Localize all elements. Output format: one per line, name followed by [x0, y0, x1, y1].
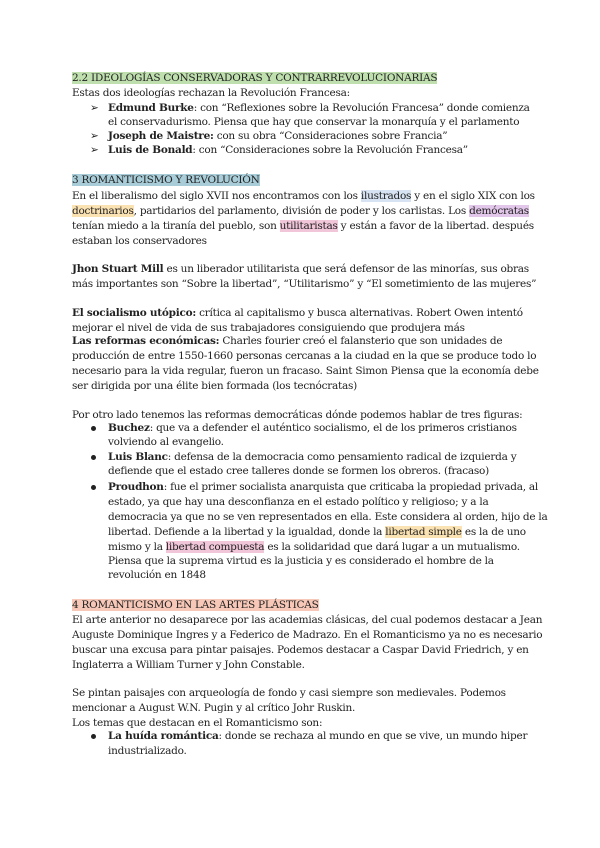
bullet-icon: [91, 734, 96, 739]
list-item-buchez-cont: volviendo al evangelio.: [108, 436, 224, 448]
section-heading-2-2: 2.2 IDEOLOGÍAS CONSERVADORAS Y CONTRARREVOLUCIONARIAS: [72, 72, 438, 84]
paragraph-line: Por otro lado tenemos las reformas democráticas dónde podemos hablar de tres figuras:: [72, 409, 523, 421]
paragraph-line: más importantes son “Sobre la libertad”, “Utilitarismo” y “El sometimiento de las mujeres”: [72, 278, 537, 290]
list-item-huida: La huída romántica: donde se rechaza al mundo en que se vive, un mundo hiper: [108, 730, 528, 742]
list-item-proudhon: Proudhon: fue el primer socialista anarquista que criticaba la propiedad privada, al: [108, 481, 539, 493]
paragraph-line: tenían miedo a la tiranía del pueblo, son utilitaristas y están a favor de la libertad. después: [72, 220, 534, 232]
paragraph-line: El socialismo utópico: crítica al capitalismo y busca alternativas. Robert Owen intentó: [72, 307, 523, 319]
list-item-proudhon-cont: democracia ya que no se ven representados en ella. Este considera al orden, hijo de la: [108, 511, 548, 523]
paragraph-line: necesario para la vida regular, fueron un fracaso. Saint Simon Piensa que la economía debe: [72, 365, 539, 377]
paragraph-line: El arte anterior no desaparece por las academias clásicas, del cual podemos destacar a Jean: [72, 614, 543, 626]
paragraph-line: buscar una excusa para pintar paisajes. Podemos destacar a Caspar David Friedrich, y en: [72, 644, 529, 656]
paragraph-line: mejorar el nivel de vida de sus trabajadores consiguiendo que produjera más: [72, 322, 465, 334]
paragraph-line: Las reformas económicas: Charles fourier creó el falansterio que son unidades de: [72, 335, 503, 347]
paragraph-line: Se pintan paisajes con arqueología de fondo y casi siempre son medievales. Podemos: [72, 687, 506, 699]
list-item-blanc: Luis Blanc: defensa de la democracia como pensamiento radical de izquierda y: [108, 451, 517, 463]
bullet-icon: [91, 426, 96, 431]
section-heading-4: 4 ROMANTICISMO EN LAS ARTES PLÁSTICAS: [72, 599, 319, 611]
list-item-huida-cont: industrializado.: [108, 745, 187, 757]
paragraph-line: Estas dos ideologías rechazan la Revolución Francesa:: [72, 87, 350, 99]
paragraph-line: Inglaterra a William Turner y John Constable.: [72, 659, 305, 671]
list-item-proudhon-cont: Piensa que la suprema virtud es la justicia y es considerado el hombre de la: [108, 555, 494, 567]
arrow-bullet-icon: ➢: [90, 130, 99, 142]
section-heading-3: 3 ROMANTICISMO Y REVOLUCIÓN: [72, 174, 260, 186]
list-item-buchez: Buchez: que va a defender el auténtico socialismo, el de los primeros cristianos: [108, 422, 517, 434]
list-item-burke: Edmund Burke: con “Reflexiones sobre la Revolución Francesa” donde comienza: [108, 102, 530, 114]
paragraph-line: Auguste Dominique Ingres y a Federico de Madrazo. En el Romanticismo ya no es necesario: [72, 629, 543, 641]
list-item-blanc-cont: defiende que el estado cree talleres donde se formen los obreros. (fracaso): [108, 465, 489, 477]
paragraph-line: estaban los conservadores: [72, 235, 207, 247]
list-item-proudhon-cont: mismo y la libertad compuesta es la solidaridad que dará lugar a un mutualismo.: [108, 541, 520, 553]
list-item-proudhon-cont: revolución en 1848: [108, 569, 206, 581]
paragraph-line: Los temas que destacan en el Romanticismo son:: [72, 717, 323, 729]
list-item-bonald: Luis de Bonald: con “Consideraciones sobre la Revolución Francesa”: [108, 144, 468, 156]
bullet-icon: [91, 455, 96, 460]
list-item-proudhon-cont: estado, ya que hay una desconfianza en el estado político y religioso; y a la: [108, 496, 489, 508]
list-item-maistre: Joseph de Maistre: con su obra “Consideraciones sobre Francia”: [108, 130, 448, 142]
bullet-icon: [91, 485, 96, 490]
paragraph-line: producción de entre 1550-1660 personas cercanas a la ciudad en la que se produce todo lo: [72, 350, 537, 362]
arrow-bullet-icon: ➢: [90, 102, 99, 114]
paragraph-line: Jhon Stuart Mill es un liberador utilitarista que será defensor de las minorías, sus obras: [72, 263, 529, 275]
arrow-bullet-icon: ➢: [90, 144, 99, 156]
paragraph-line: En el liberalismo del siglo XVII nos encontramos con los ilustrados y en el siglo XIX con los: [72, 190, 535, 202]
list-item-burke-cont: el conservadurismo. Piensa que hay que conservar la monarquía y el parlamento: [108, 116, 520, 128]
list-item-proudhon-cont: libertad. Defiende a la libertad y la igualdad, donde la libertad simple es la de uno: [108, 526, 526, 538]
paragraph-line: ser dirigida por una élite bien formada (los tecnócratas): [72, 380, 357, 392]
paragraph-line: doctrinarios, partidarios del parlamento, división de poder y los carlistas. Los demócratas: [72, 205, 529, 217]
paragraph-line: mencionar a August W.N. Pugin y al crítico Johr Ruskin.: [72, 702, 356, 714]
